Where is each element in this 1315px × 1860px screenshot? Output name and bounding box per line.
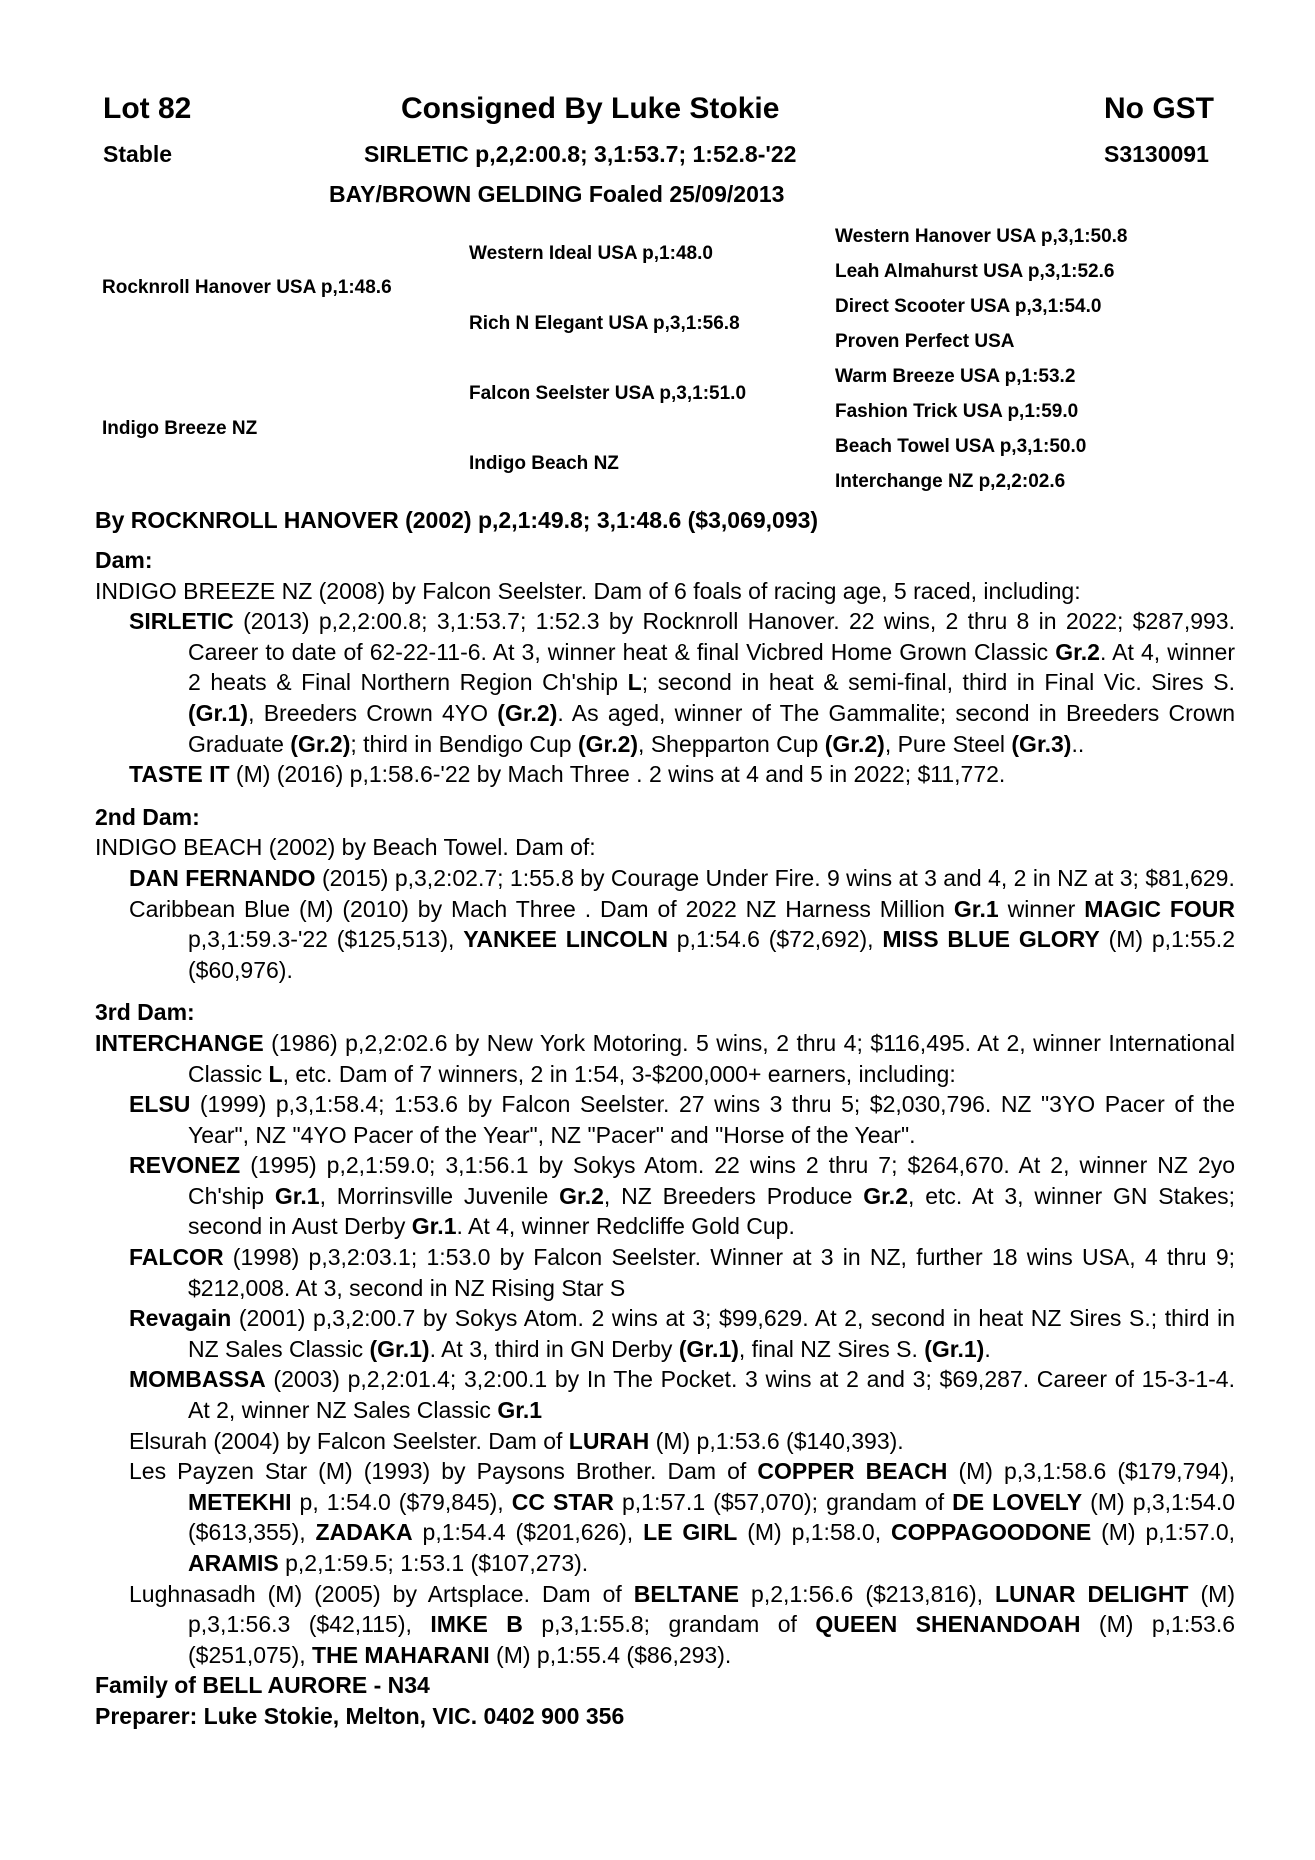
- bold-text-run: (Gr.1): [924, 1335, 985, 1362]
- bold-text-run: ARAMIS: [188, 1550, 279, 1576]
- text-run: , final NZ Sires S.: [738, 1335, 925, 1362]
- text-run: (M) p,3,1:56.3 ($42,115),: [188, 1580, 1235, 1638]
- horse-description: BAY/BROWN GELDING Foaled 25/09/2013: [329, 181, 785, 207]
- text-run: p,2,1:59.5; 1:53.1 ($107,273).: [278, 1550, 589, 1576]
- text-run: Les Payzen Star (M) (1993) by Paysons Brother. Dam of: [129, 1458, 758, 1485]
- text-run: , Morrinsville Juvenile: [319, 1182, 560, 1209]
- bold-text-run: Gr.1: [274, 1182, 320, 1209]
- bold-text-run: ELSU: [129, 1091, 191, 1118]
- text-run: , etc. Dam of 7 winners, 2 in 1:54, 3-$200,000+ earners, including:: [282, 1060, 956, 1087]
- text-run: , Shepparton Cup: [638, 730, 825, 757]
- text-run: , NZ Breeders Produce: [603, 1182, 864, 1209]
- bold-text-run: INTERCHANGE: [95, 1029, 264, 1056]
- bold-text-run: QUEEN SHENANDOAH: [815, 1611, 1081, 1638]
- bold-text-run: MISS BLUE GLORY: [882, 926, 1100, 953]
- bold-text-run: CC STAR: [511, 1488, 614, 1515]
- text-run: p,2,1:56.6 ($213,816),: [739, 1580, 996, 1607]
- text-run: p,3,1:59.3-'22 ($125,513),: [188, 926, 464, 953]
- dam-heading: Dam:: [95, 547, 153, 573]
- horse-name-line: SIRLETIC p,2,2:00.8; 3,1:53.7; 1:52.8-'22: [364, 141, 797, 167]
- text-run: , Breeders Crown 4YO: [248, 699, 498, 726]
- text-run: winner: [998, 895, 1085, 922]
- text-run: (M) p,3,1:54.0 ($613,355),: [188, 1488, 1236, 1546]
- dam-progeny-entry: [95, 759, 1235, 790]
- bold-text-run: Gr.2: [559, 1182, 604, 1209]
- bold-text-run: THE MAHARANI: [312, 1641, 490, 1668]
- bold-text-run: (Gr.3): [1011, 730, 1072, 757]
- bold-text-run: Gr.2: [863, 1182, 908, 1209]
- text-run: (1998) p,3,2:03.1; 1:53.0 by Falcon Seelster. Winner at 3 in NZ, further 18 wins USA, 4 thru 9; $212,008. At 3, second in NZ Rising Star S: [188, 1244, 1235, 1301]
- bold-text-run: COPPAGOODONE: [891, 1519, 1092, 1546]
- second-dam-heading: 2nd Dam:: [95, 803, 200, 830]
- bold-text-run: LURAH: [568, 1427, 650, 1454]
- bold-text-run: LUNAR DELIGHT: [995, 1580, 1189, 1607]
- text-run: (2013) p,2,2:00.8; 3,1:53.7; 1:52.3 by Rocknroll Hanover. 22 wins, 2 thru 8 in 2022; $287,993. Career to date of 62-22-11-6. At 3, winner heat & final Vicbred Home Grown Classic: [188, 608, 1235, 665]
- text-run: ; second in heat & semi-final, third in Final Vic. Sires S.: [641, 669, 1235, 696]
- pedigree-gg-1: Western Hanover USA p,3,1:50.8: [835, 226, 1128, 247]
- text-run: , etc. At 3, winner GN Stakes; second in Aust Derby: [188, 1182, 1235, 1240]
- bold-text-run: ZADAKA: [315, 1519, 413, 1546]
- third-dam-progeny-entry: [95, 1364, 1235, 1425]
- bold-text-run: Revagain: [129, 1305, 232, 1332]
- bold-text-run: LE GIRL: [643, 1519, 738, 1546]
- text-run: (2003) p,2,2:01.4; 3,2:00.1 by In The Pocket. 3 wins at 2 and 3; $69,287. Career of 15-3-1-4. At 2, winner NZ Sales Classic: [188, 1366, 1235, 1424]
- second-dam-entries: [95, 863, 1235, 985]
- bold-text-run: IMKE B: [430, 1611, 523, 1638]
- text-run: (1999) p,3,1:58.4; 1:53.6 by Falcon Seelster. 27 wins 3 thru 5; $2,030,796. NZ "3YO Pacer of the Year", NZ "4YO Pacer of the Year", NZ "Pacer" and "Horse of the Year".: [188, 1091, 1235, 1148]
- bold-text-run: YANKEE LINCOLN: [463, 926, 668, 953]
- bold-text-run: (Gr.1): [678, 1335, 739, 1362]
- bold-text-run: Gr.1: [497, 1397, 543, 1424]
- pedigree-sire-sire: Western Ideal USA p,1:48.0: [469, 243, 713, 264]
- text-run: (M) p,1:55.2 ($60,976).: [188, 926, 1235, 983]
- text-run: (M) p,1:53.6 ($140,393).: [649, 1427, 904, 1454]
- text-run: . At 3, third in GN Derby: [429, 1335, 679, 1362]
- bold-text-run: SIRLETIC: [129, 608, 234, 635]
- text-run: p,3,1:55.8; grandam of: [522, 1611, 816, 1638]
- bold-text-run: DAN FERNANDO: [129, 864, 316, 891]
- bold-text-run: BELTANE: [633, 1580, 739, 1607]
- consignor: Consigned By Luke Stokie: [401, 92, 780, 125]
- bold-text-run: Gr.1: [411, 1213, 457, 1240]
- bold-text-run: MOMBASSA: [129, 1366, 266, 1393]
- text-run: (1995) p,2,1:59.0; 3,1:56.1 by Sokys Atom. 22 wins 2 thru 7; $264,670. At 2, winner NZ 2yo Ch'ship: [188, 1152, 1235, 1209]
- text-run: (M) p,1:53.6 ($251,075),: [188, 1611, 1235, 1668]
- text-run: (M) p,3,1:58.6 ($179,794),: [947, 1458, 1235, 1485]
- third-dam-progeny-entry: [95, 1089, 1235, 1150]
- text-run: .: [984, 1335, 991, 1362]
- pedigree-gg-7: Beach Towel USA p,3,1:50.0: [835, 436, 1087, 457]
- text-run: (M) (2016) p,1:58.6-'22 by Mach Three . 2 wins at 4 and 5 in 2022; $11,772.: [229, 761, 1006, 788]
- dam-entries: [95, 606, 1235, 790]
- bold-text-run: MAGIC FOUR: [1084, 895, 1235, 922]
- bold-text-run: FALCOR: [129, 1244, 224, 1271]
- third-dam-entries: [95, 1089, 1235, 1670]
- family-content: [95, 545, 1235, 1732]
- text-run: Caribbean Blue (M) (2010) by Mach Three . Dam of 2022 NZ Harness Million: [129, 895, 954, 922]
- bold-text-run: (Gr.2): [824, 730, 885, 757]
- text-run: ..: [1071, 730, 1085, 757]
- bold-text-run: COPPER BEACH: [757, 1458, 948, 1485]
- lot-number: Lot 82: [103, 92, 192, 125]
- text-run: p,1:54.4 ($201,626),: [412, 1519, 644, 1546]
- preparer-line: Preparer: Luke Stokie, Melton, VIC. 0402 900 356: [95, 1702, 625, 1729]
- bold-text-run: L: [268, 1060, 283, 1087]
- second-dam-progeny-entry: [95, 894, 1235, 986]
- text-run: (2001) p,3,2:00.7 by Sokys Atom. 2 wins at 3; $99,629. At 2, second in heat NZ Sires S.; third in NZ Sales Classic: [188, 1305, 1235, 1362]
- text-run: p,1:54.6 ($72,692),: [667, 926, 883, 953]
- dam-progeny-entry: [95, 606, 1235, 759]
- bold-text-run: TASTE IT: [129, 761, 230, 788]
- second-dam-progeny-entry: [95, 863, 1235, 894]
- text-run: ; third in Bendigo Cup: [350, 730, 578, 757]
- bold-text-run: (Gr.1): [369, 1335, 430, 1362]
- bold-text-run: (Gr.2): [290, 730, 351, 757]
- third-dam-progeny-entry: [95, 1150, 1235, 1242]
- pedigree-gg-2: Leah Almahurst USA p,3,1:52.6: [835, 261, 1115, 282]
- bold-text-run: (Gr.2): [577, 730, 639, 757]
- pedigree-gg-3: Direct Scooter USA p,3,1:54.0: [835, 296, 1102, 317]
- pedigree-sire: Rocknroll Hanover USA p,1:48.6: [102, 277, 392, 298]
- sire-by-line: By ROCKNROLL HANOVER (2002) p,2,1:49.8; 3,1:48.6 ($3,069,093): [95, 507, 819, 533]
- pedigree-dam-sire: Falcon Seelster USA p,3,1:51.0: [469, 383, 747, 404]
- text-run: (M) p,1:57.0,: [1091, 1519, 1235, 1546]
- third-dam-intro: [95, 1028, 1235, 1089]
- pedigree-gg-5: Warm Breeze USA p,1:53.2: [835, 366, 1076, 387]
- third-dam-progeny-entry: [95, 1579, 1235, 1671]
- text-run: p, 1:54.0 ($79,845),: [291, 1488, 512, 1515]
- text-run: . As aged, winner of The Gammalite; second in Breeders Crown Graduate: [188, 699, 1235, 757]
- stable-label: Stable: [103, 141, 173, 167]
- bold-text-run: REVONEZ: [129, 1152, 241, 1179]
- gst-status: No GST: [1104, 92, 1214, 125]
- text-run: . At 4, winner 2 heats & Final Northern Region Ch'ship: [188, 638, 1235, 696]
- text-run: Lughnasadh (M) (2005) by Artsplace. Dam of: [129, 1580, 634, 1607]
- second-dam-intro: INDIGO BEACH (2002) by Beach Towel. Dam of:: [95, 834, 596, 861]
- third-dam-progeny-entry: [95, 1242, 1235, 1303]
- bold-text-run: DE LOVELY: [952, 1488, 1083, 1515]
- text-run: , Pure Steel: [884, 730, 1012, 757]
- bold-text-run: L: [627, 669, 642, 696]
- pedigree-dam-dam: Indigo Beach NZ: [469, 453, 619, 474]
- third-dam-progeny-entry: [95, 1456, 1235, 1578]
- third-dam-heading: 3rd Dam:: [95, 999, 195, 1026]
- pedigree-gg-6: Fashion Trick USA p,1:59.0: [835, 401, 1079, 422]
- bold-text-run: (Gr.1): [188, 699, 249, 726]
- pedigree-gg-8: Interchange NZ p,2,2:02.6: [835, 471, 1066, 492]
- bold-text-run: Gr.2: [1055, 638, 1100, 665]
- text-run: (M) p,1:58.0,: [737, 1519, 891, 1546]
- bold-text-run: (Gr.2): [497, 699, 558, 726]
- text-run: p,1:57.1 ($57,070); grandam of: [613, 1488, 953, 1515]
- pedigree-dam: Indigo Breeze NZ: [102, 418, 258, 439]
- text-run: Elsurah (2004) by Falcon Seelster. Dam of: [129, 1427, 569, 1454]
- text-run: (1986) p,2,2:02.6 by New York Motoring. 5 wins, 2 thru 4; $116,495. At 2, winner International Classic: [188, 1029, 1235, 1087]
- bold-text-run: METEKHI: [188, 1488, 292, 1515]
- third-dam-progeny-entry: [95, 1426, 1235, 1457]
- pedigree-gg-4: Proven Perfect USA: [835, 331, 1015, 352]
- text-run: (M) p,1:55.4 ($86,293).: [489, 1641, 732, 1668]
- text-run: . At 4, winner Redcliffe Gold Cup.: [456, 1213, 795, 1240]
- horse-code: S3130091: [1104, 141, 1209, 167]
- text-run: (2015) p,3,2:02.7; 1:55.8 by Courage Under Fire. 9 wins at 3 and 4, 2 in NZ at 3; $81,629.: [315, 864, 1235, 891]
- bold-text-run: Gr.1: [953, 895, 999, 922]
- pedigree-sire-dam: Rich N Elegant USA p,3,1:56.8: [469, 313, 740, 334]
- third-dam-progeny-entry: [95, 1303, 1235, 1364]
- dam-intro: INDIGO BREEZE NZ (2008) by Falcon Seelster. Dam of 6 foals of racing age, 5 raced, including:: [95, 577, 1081, 604]
- family-line: Family of BELL AURORE - N34: [95, 1672, 430, 1699]
